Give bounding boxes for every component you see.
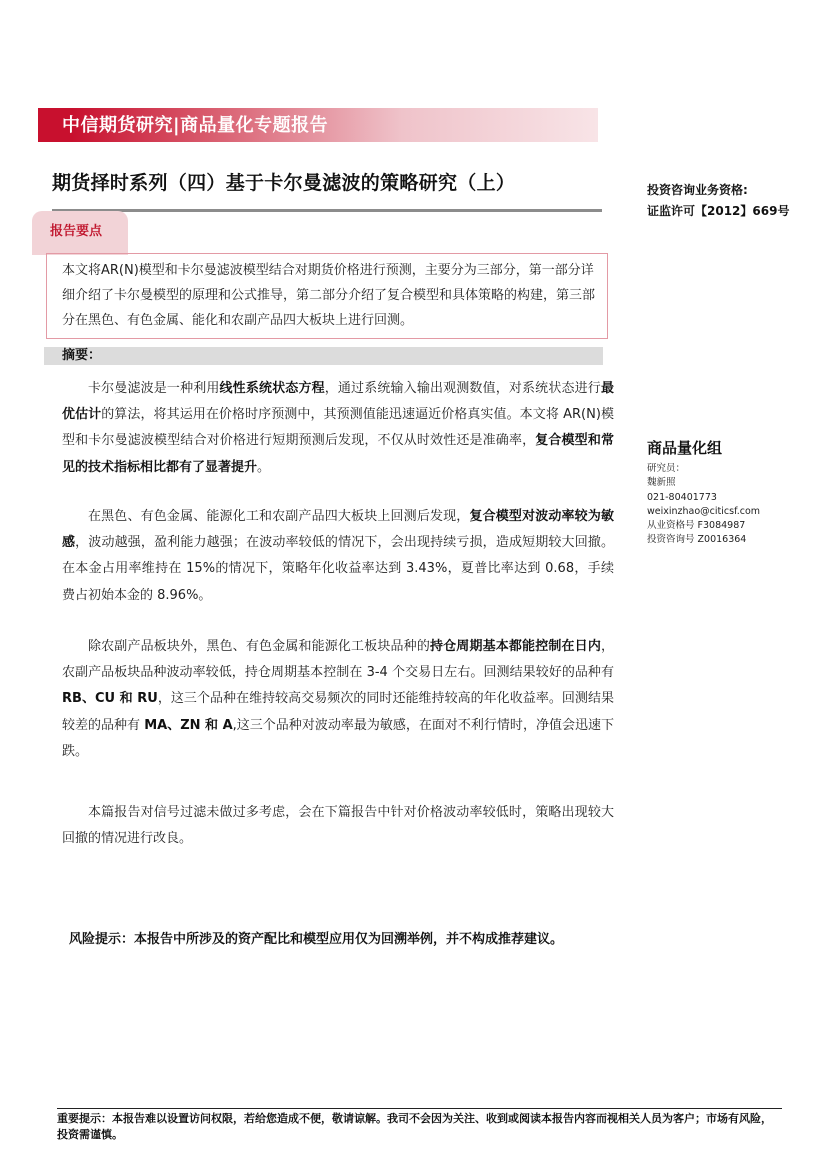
emphasis-text: RB、CU 和 RU [62,691,158,707]
title-divider [52,209,602,212]
text-segment: 卡尔曼滤波是一种利用 [88,381,220,396]
practice-license: 从业资格号 F3084987 [647,520,746,532]
text-segment: ，通过系统输入输出观测数值，对系统状态进行 [324,381,601,396]
emphasis-text: 最优估计 [62,381,614,423]
abstract-label: 摘要： [62,348,102,363]
abstract-paragraph-4: 本篇报告对信号过滤未做过多考虑，会在下篇报告中针对价格波动率较低时，策略出现较大回撤的情况进行改良。 [62,805,614,847]
text-segment: ,这三个品种对波动率最为敏感，在面对不利行情时，净值会迅速下跌。 [62,717,614,759]
analyst-email[interactable]: weixinzhao@citicsf.com [647,505,761,517]
team-info [647,462,760,548]
team-role: 研究员： [647,463,686,474]
qualification-block [647,180,789,222]
abstract-paragraph-2 [62,504,614,609]
key-points-text: 本文将AR(N)模型和卡尔曼滤波模型结合对期货价格进行预测，主要分为三部分，第一部分详细介绍了卡尔曼模型的原理和公式推导，第二部分介绍了复合模型和具体策略的构建，第三部分在黑色、有色金属、能化和农副产品四大板块上进行回测。 [62,263,596,328]
emphasis-text: MA、ZN 和 A [144,717,233,733]
abstract-paragraph-3 [62,634,614,765]
document-title: 期货择时系列（四）基于卡尔曼滤波的策略研究（上） [52,172,516,194]
banner-title: 中信期货研究|商品量化专题报告 [62,115,329,136]
text-segment: 除农副产品板块外，黑色、有色金属和能源化工板块品种的 [88,639,430,654]
abstract-paragraph-1 [62,376,614,481]
key-points-tag-label: 报告要点 [50,224,103,239]
text-segment: 。 [257,459,271,475]
team-title: 商品量化组 [647,439,723,457]
analyst-name: 魏新照 [647,477,676,489]
emphasis-text: 复合模型和常见的技术指标相比都有了显著提升 [62,433,614,475]
footer-disclaimer: 重要提示：本报告难以设置访问权限，若给您造成不便，敬请谅解。我司不会因为关注、收到或阅读本报告内容而视相关人员为客户；市场有风险，投资需谨慎。 [57,1112,772,1141]
text-segment: ，这三个品种在维持较高交易频次的同时还能维持较高的年化收益率。回测结果较差的品种有 [62,691,614,733]
emphasis-text: 持仓周期基本都能控制在日内 [429,639,601,654]
consulting-license: 投资咨询号 Z0016364 [647,534,747,546]
analyst-phone: 021-80401773 [647,491,717,503]
emphasis-text: 线性系统状态方程 [219,381,325,396]
text-segment: ，波动越强，盈利能力越强；在波动率较低的情况下，会出现持续亏损，造成短期较大回撤。在本金占用率维持在 15%的情况下，策略年化收益率达到 3.43%，夏普比率达到 0.68，手续费占初始本金的 8.96%。 [62,535,614,603]
qualification-line-1: 投资咨询业务资格: [647,183,748,197]
text-segment: 在黑色、有色金属、能源化工和农副产品四大板块上回测后发现， [88,509,470,524]
text-segment: 的算法，将其运用在价格时序预测中，其预测值能迅速逼近价格真实值。本文将 AR(N)模型和卡尔曼滤波模型结合对价格进行短期预测后发现，不仅从时效性还是准确率， [62,407,614,449]
text-segment: ，农副产品板块品种波动率较低，持仓周期基本控制在 3-4 个交易日左右。回测结果较好的品种有 [62,639,614,681]
risk-warning: 风险提示：本报告中所涉及的资产配比和模型应用仅为回溯举例，并不构成推荐建议。 [69,932,564,947]
footer-divider [57,1108,782,1109]
qualification-line-2: 证监许可【2012】669号 [647,204,790,218]
abstract-header-bar [44,347,603,365]
emphasis-text: 复合模型对波动率较为敏感 [62,509,614,551]
